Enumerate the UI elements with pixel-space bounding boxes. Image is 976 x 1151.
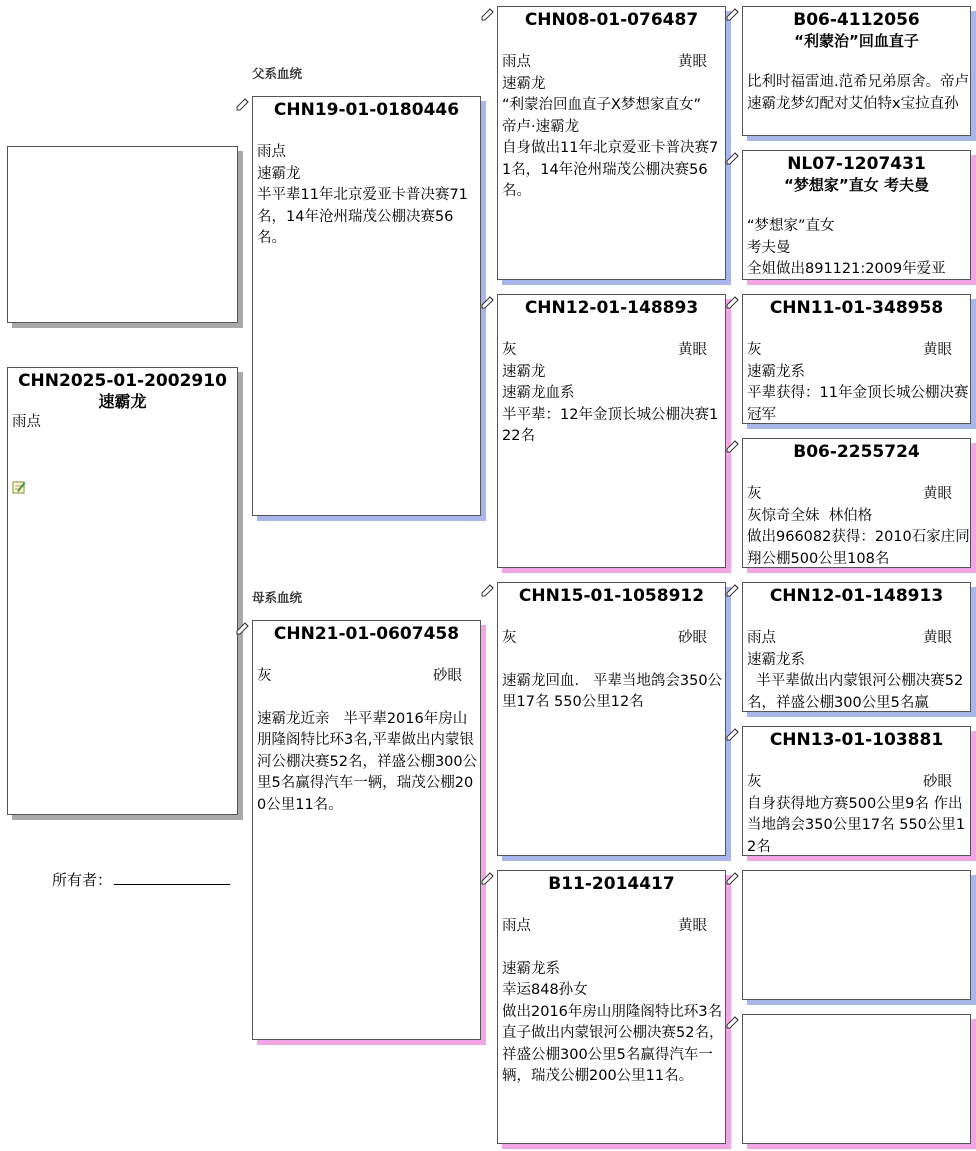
sss-note: 比利时福雷迪.范希兄弟原舍。帝卢速霸龙梦幻配对艾伯特x宝拉直孙 <box>747 74 970 112</box>
ss-line: 帝卢·速霸龙 <box>502 118 580 135</box>
sd-color: 灰 <box>502 342 517 358</box>
subject-color: 雨点 <box>12 414 41 430</box>
dam-line-heading: 母系血统 <box>252 590 303 605</box>
dsd-color: 灰 <box>747 774 762 790</box>
pencil-edit-icon[interactable] <box>481 871 495 885</box>
sds-ring-number: CHN11-01-348958 <box>769 298 944 318</box>
dd-color: 雨点 <box>502 918 531 934</box>
pencil-edit-icon[interactable] <box>726 727 740 741</box>
ssd-name: “梦想家”直女 考夫曼 <box>784 176 929 194</box>
pencil-edit-icon[interactable] <box>481 295 495 309</box>
sire-color: 雨点 <box>257 144 286 160</box>
ssd-card[interactable] <box>742 150 971 280</box>
dam-note: 速霸龙近亲 半平辈2016年房山朋隆阁特比环3名,平辈做出内蒙银河公棚决赛52名，祥盛公棚300公里5名赢得汽车一辆，瑞茂公棚200公里11名。 <box>257 710 478 813</box>
pencil-edit-icon[interactable] <box>481 7 495 21</box>
owner-label: 所有者： <box>52 871 113 889</box>
dsd-card[interactable] <box>742 726 971 856</box>
sds-color: 灰 <box>747 342 762 358</box>
dd-line: 幸运848孙女 <box>502 982 588 998</box>
sss-ring-number: B06-4112056 <box>793 10 920 30</box>
pencil-edit-icon[interactable] <box>726 583 740 597</box>
dss-eye: 黄眼 <box>923 630 952 646</box>
dam-dam-card[interactable] <box>497 870 726 1144</box>
note-edit-icon[interactable] <box>12 480 26 494</box>
ds-ring-number: CHN15-01-1058912 <box>518 586 705 606</box>
sire-card[interactable] <box>252 96 481 516</box>
dss-ring-number: CHN12-01-148913 <box>769 586 944 606</box>
sds-card[interactable] <box>742 294 971 424</box>
subject-name: 速霸龙 <box>98 392 147 411</box>
dam-card[interactable] <box>252 620 481 1040</box>
pencil-edit-icon[interactable] <box>236 97 250 111</box>
dss-line: 速霸龙系 <box>747 651 805 668</box>
dd-line: 做出2016年房山朋隆阁特比环3名 <box>502 1003 723 1020</box>
owner-input-line[interactable] <box>114 870 230 885</box>
sd-line: 速霸龙 <box>502 363 546 380</box>
dam-sire-card[interactable] <box>497 582 726 856</box>
dss-line: 半平辈做出内蒙银河公棚决赛52名，祥盛公棚300公里5名赢 <box>747 673 964 711</box>
dam-ring-number: CHN21-01-0607458 <box>273 624 460 644</box>
sdd-ring-number: B06-2255724 <box>793 442 920 462</box>
ss-eye: 黄眼 <box>678 54 707 70</box>
sire-ring-number: CHN19-01-0180446 <box>273 100 460 120</box>
sire-note: 半平辈11年北京爱亚卡普决赛71名，14年沧州瑞茂公棚决赛56名。 <box>257 187 468 246</box>
sdd-line: 做出966082获得：2010石家庄同翔公棚500公里108名 <box>747 529 970 567</box>
dss-card[interactable] <box>742 582 971 712</box>
ds-color: 灰 <box>502 630 517 646</box>
sdd-line: 灰惊奇全妹 林伯格 <box>747 507 873 524</box>
sds-eye: 黄眼 <box>923 342 952 358</box>
pencil-edit-icon[interactable] <box>726 439 740 453</box>
ssd-line: “梦想家”直女 <box>747 218 835 234</box>
sdd-card[interactable] <box>742 438 971 568</box>
sire-sire-card[interactable] <box>497 6 726 280</box>
pencil-edit-icon[interactable] <box>726 7 740 21</box>
ss-ring-number: CHN08-01-076487 <box>524 10 699 30</box>
sdd-color: 灰 <box>747 486 762 502</box>
sd-ring-number: CHN12-01-148893 <box>524 298 699 318</box>
photo-placeholder[interactable] <box>7 146 238 323</box>
ss-line: 速霸龙 <box>502 75 546 92</box>
sd-eye: 黄眼 <box>678 342 707 358</box>
dam-eye: 砂眼 <box>433 668 462 684</box>
pencil-edit-icon[interactable] <box>236 621 250 635</box>
sd-line: 速霸龙血系 <box>502 385 575 401</box>
sdd-eye: 黄眼 <box>923 486 952 502</box>
sd-line: 半平辈：12年金顶长城公棚决赛122名 <box>502 406 719 444</box>
dd-eye: 黄眼 <box>678 918 707 934</box>
dss-color: 雨点 <box>747 630 776 646</box>
dds-card-empty[interactable] <box>742 870 971 1000</box>
ds-note: 速霸龙回血. 平辈当地鸽会350公里17名 550公里12名 <box>502 672 723 710</box>
ss-line: “利蒙治回血直子X梦想家直女” <box>502 97 701 113</box>
dd-ring-number: B11-2014417 <box>548 874 675 894</box>
pencil-edit-icon[interactable] <box>726 295 740 309</box>
dd-line: 直子做出内蒙银河公棚决赛52名，祥盛公棚300公里5名赢得汽车一辆，瑞茂公棚200公里11名。 <box>502 1025 724 1084</box>
ss-line: 自身做出11年北京爱亚卡普决赛71名，14年沧州瑞茂公棚决赛56名。 <box>502 140 719 199</box>
dsd-eye: 砂眼 <box>923 774 952 790</box>
sds-line: 速霸龙系 <box>747 363 805 380</box>
ds-eye: 砂眼 <box>678 630 707 646</box>
ssd-line: 考夫曼 <box>747 239 791 256</box>
sss-card[interactable] <box>742 6 971 136</box>
sss-name: “利蒙治”回血直子 <box>794 32 919 50</box>
subject-ring-number: CHN2025-01-2002910 <box>18 371 227 391</box>
subject-card[interactable] <box>7 367 238 815</box>
dsd-ring-number: CHN13-01-103881 <box>769 730 944 750</box>
ss-color: 雨点 <box>502 54 531 70</box>
sire-dam-card[interactable] <box>497 294 726 568</box>
pencil-edit-icon[interactable] <box>481 583 495 597</box>
sds-line: 平辈获得：11年金顶长城公棚决赛冠军 <box>747 385 969 423</box>
ddd-card-empty[interactable] <box>742 1014 971 1144</box>
pencil-edit-icon[interactable] <box>726 151 740 165</box>
pencil-edit-icon[interactable] <box>726 871 740 885</box>
ssd-line: 全姐做出891121:2009年爱亚 <box>747 261 946 277</box>
sire-line-heading: 父系血统 <box>252 66 303 81</box>
dsd-note: 自身获得地方赛500公里9名 作出当地鸽会350公里17名 550公里12名 <box>747 795 966 855</box>
owner-field[interactable] <box>52 869 230 890</box>
dd-line: 速霸龙系 <box>502 960 560 977</box>
ssd-ring-number: NL07-1207431 <box>787 154 926 174</box>
dam-color: 灰 <box>257 668 272 684</box>
sire-strain: 速霸龙 <box>257 165 301 182</box>
pencil-edit-icon[interactable] <box>726 1015 740 1029</box>
